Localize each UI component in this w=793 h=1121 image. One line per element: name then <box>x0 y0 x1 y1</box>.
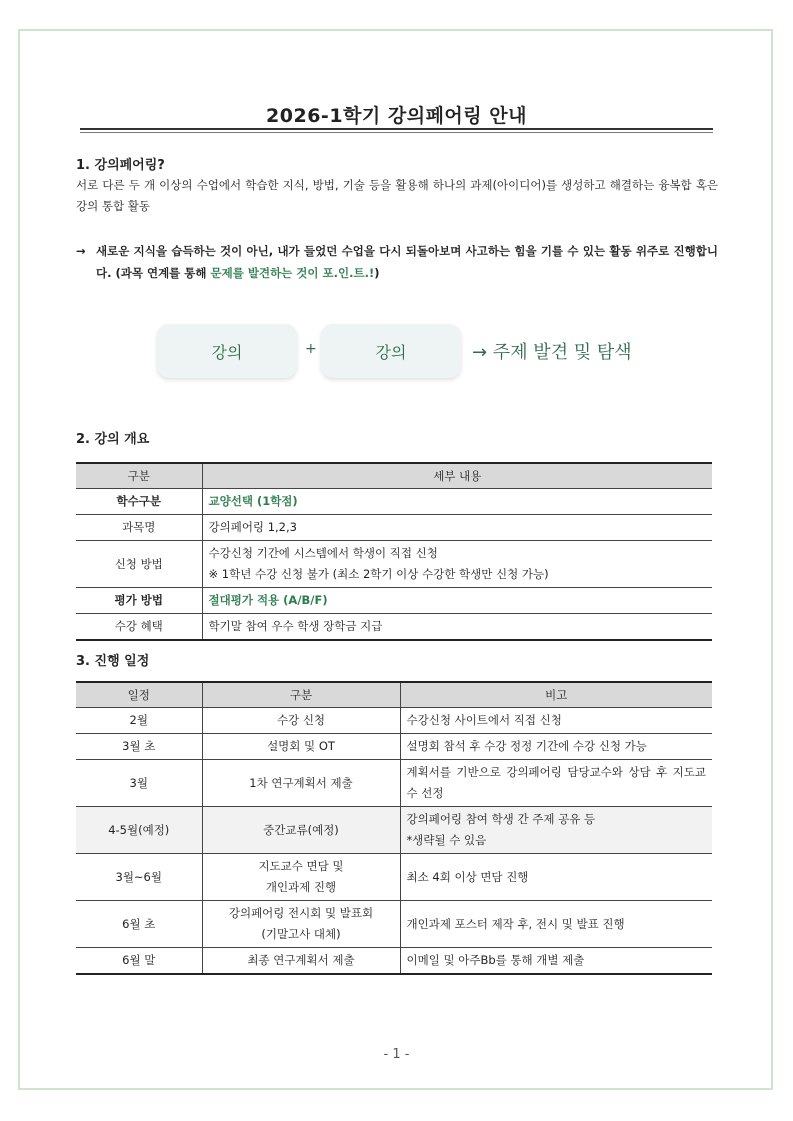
table-row <box>76 807 712 854</box>
table-row <box>76 541 712 588</box>
schedule-category-line1: 강의페어링 전시회 및 발표회 <box>228 906 374 920</box>
schedule-category: 1차 연구계획서 제출 <box>202 760 400 807</box>
table-row <box>76 948 712 975</box>
schedule-category <box>202 901 400 948</box>
course-overview-table <box>76 462 712 641</box>
title-underline <box>80 128 713 130</box>
schedule-date: 2월 <box>76 708 202 734</box>
schedule-note: 최소 4회 이상 면담 진행 <box>400 854 712 901</box>
header-category: 구분 <box>202 682 400 708</box>
schedule-note: 이메일 및 아주Bb를 통해 개별 제출 <box>400 948 712 975</box>
schedule-note <box>400 807 712 854</box>
title-underline-thin <box>80 132 713 133</box>
schedule-note-line2: *생략될 수 있음 <box>406 833 487 847</box>
schedule-category: 최종 연구계획서 제출 <box>202 948 400 975</box>
page-title: 2026-1학기 강의페어링 안내 <box>266 105 527 127</box>
row-label: 수강 혜택 <box>76 614 202 641</box>
row-value-line2: ※ 1학년 수강 신청 불가 (최소 2학기 이상 수강한 학생만 신청 가능) <box>208 567 549 581</box>
section1-note <box>76 240 718 284</box>
schedule-note-line1: 강의페어링 참여 학생 간 주제 공유 등 <box>406 812 596 826</box>
lecture-box-2: 강의 <box>321 324 461 378</box>
table-row <box>76 734 712 760</box>
schedule-category: 설명회 및 OT <box>202 734 400 760</box>
schedule-note: 개인과제 포스터 제작 후, 전시 및 발표 진행 <box>400 901 712 948</box>
table-row <box>76 901 712 948</box>
row-value <box>202 541 712 588</box>
header-note: 비고 <box>400 682 712 708</box>
schedule-date: 3월 <box>76 760 202 807</box>
section1-description: 서로 다른 두 개 이상의 수업에서 학습한 지식, 방법, 기술 등을 활용해 하나의 과제(아이디어)를 생성하고 해결하는 융복합 혹은 강의 통합 활동 <box>76 178 718 213</box>
note-highlight: 문제를 발견하는 것이 포.인.트.! <box>210 266 375 280</box>
note-main: 새로운 지식을 습득하는 것이 아닌, 내가 들었던 수업을 다시 되돌아보며 사고하는 힘을 기를 수 있는 활동 위주로 진행합니다. (과목 연계를 통해 <box>96 244 718 280</box>
schedule-date: 6월 말 <box>76 948 202 975</box>
schedule-note: 설명회 참석 후 수강 정정 기간에 수강 신청 가능 <box>400 734 712 760</box>
row-label: 과목명 <box>76 515 202 541</box>
schedule-note: 계획서를 기반으로 강의페어링 담당교수와 상담 후 지도교수 선정 <box>400 760 712 807</box>
table-row <box>76 708 712 734</box>
schedule-date: 4-5월(예정) <box>76 807 202 854</box>
schedule-category: 수강 신청 <box>202 708 400 734</box>
schedule-category-line2: (기말고사 대체) <box>261 927 341 941</box>
schedule-table <box>76 681 712 975</box>
row-value-line1: 수강신청 기간에 시스템에서 학생이 직접 신청 <box>208 546 438 560</box>
header-details: 세부 내용 <box>202 463 712 489</box>
row-value: 학기말 참여 우수 학생 장학금 지급 <box>202 614 712 641</box>
row-label: 신청 방법 <box>76 541 202 588</box>
topic-discovery-label: → 주제 발견 및 탐색 <box>472 342 632 363</box>
section3-heading: 3. 진행 일정 <box>76 654 150 669</box>
header-category: 구분 <box>76 463 202 489</box>
table-header-row <box>76 682 712 708</box>
schedule-date: 3월~6월 <box>76 854 202 901</box>
row-label: 학수구분 <box>76 489 202 515</box>
section1-heading: 1. 강의페어링? <box>76 158 165 173</box>
schedule-date: 6월 초 <box>76 901 202 948</box>
lecture-box-1: 강의 <box>157 324 297 378</box>
plus-sign: + <box>305 341 317 357</box>
schedule-category-line1: 지도교수 면담 및 <box>258 859 344 873</box>
note-end: ) <box>374 266 380 280</box>
section2-heading: 2. 강의 개요 <box>76 432 150 447</box>
table-row <box>76 489 712 515</box>
schedule-category <box>202 854 400 901</box>
row-value: 강의페어링 1,2,3 <box>202 515 712 541</box>
table-row <box>76 760 712 807</box>
table-row <box>76 515 712 541</box>
row-value: 절대평가 적용 (A/B/F) <box>202 588 712 614</box>
arrow-icon: → <box>76 244 86 258</box>
table-row <box>76 854 712 901</box>
row-value: 교양선택 (1학점) <box>202 489 712 515</box>
table-row <box>76 588 712 614</box>
page-number: - 1 - <box>383 1047 410 1062</box>
header-date: 일정 <box>76 682 202 708</box>
row-label: 평가 방법 <box>76 588 202 614</box>
schedule-note: 수강신청 사이트에서 직접 신청 <box>400 708 712 734</box>
table-header-row <box>76 463 712 489</box>
schedule-category-line2: 개인과제 진행 <box>265 880 337 894</box>
schedule-date: 3월 초 <box>76 734 202 760</box>
table-row <box>76 614 712 641</box>
schedule-category: 중간교류(예정) <box>202 807 400 854</box>
